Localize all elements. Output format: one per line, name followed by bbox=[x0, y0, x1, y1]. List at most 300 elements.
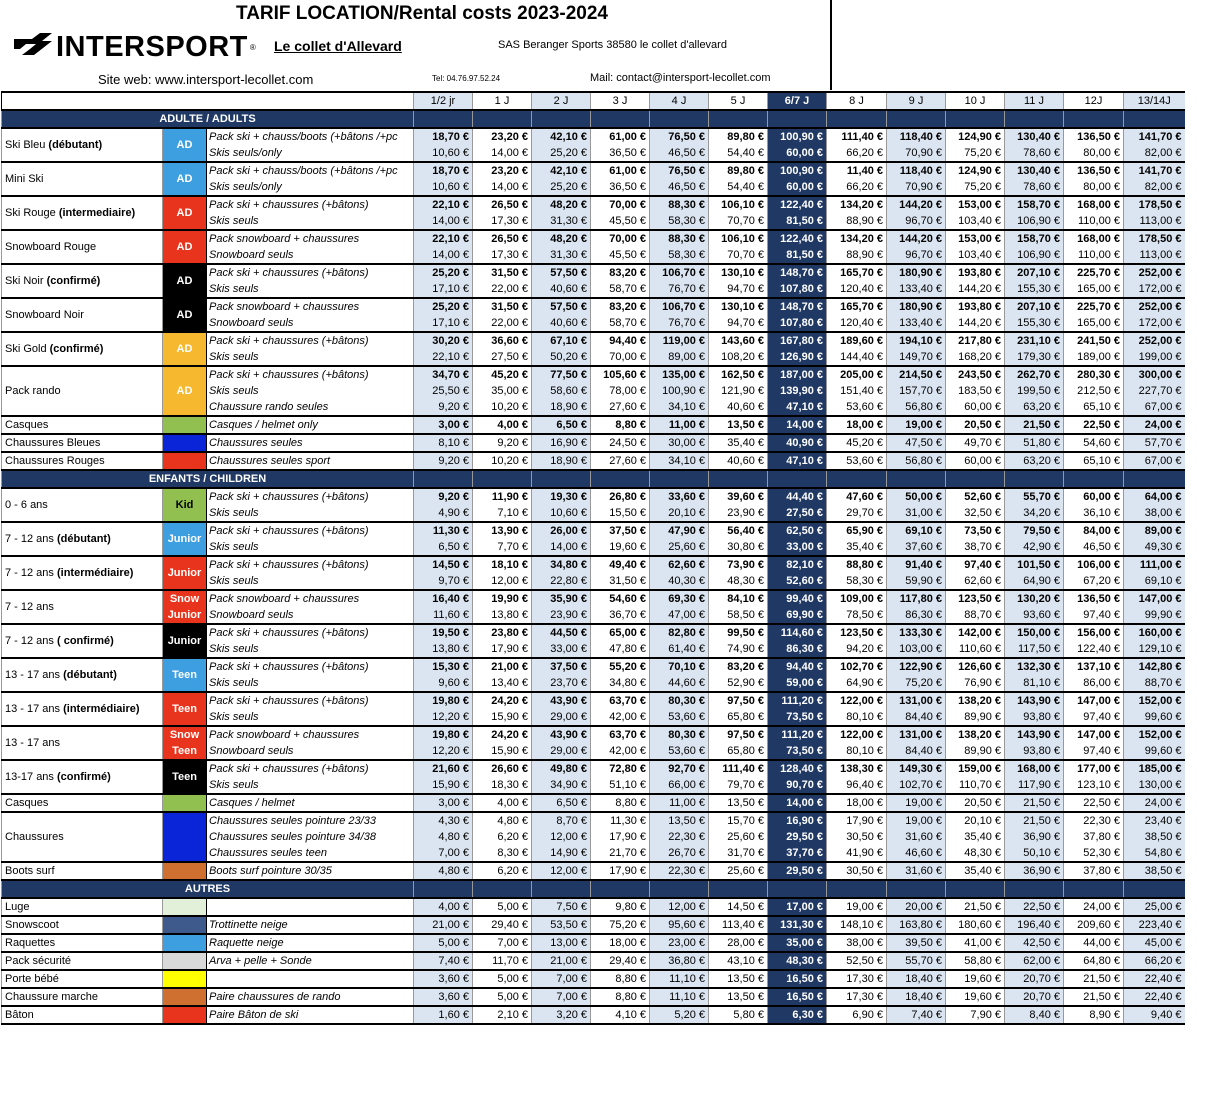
section-row bbox=[2, 110, 1185, 128]
price-cell: 4,90 € bbox=[414, 505, 473, 522]
price-cell: 38,00 € bbox=[827, 934, 887, 952]
price-cell: 36,70 € bbox=[591, 607, 650, 624]
price-cell: 84,40 € bbox=[887, 709, 946, 726]
price-row bbox=[2, 624, 1185, 641]
price-cell: 40,30 € bbox=[650, 573, 709, 590]
item-description: Snowboard seuls bbox=[207, 315, 414, 332]
section-fill bbox=[1064, 470, 1124, 488]
price-cell: 36,90 € bbox=[1005, 829, 1064, 845]
section-title: AUTRES bbox=[2, 880, 414, 898]
price-cell: 55,70 € bbox=[1005, 488, 1064, 505]
price-cell: 52,50 € bbox=[827, 952, 887, 970]
price-cell: 25,60 € bbox=[709, 862, 768, 880]
price-cell: 4,80 € bbox=[414, 829, 473, 845]
price-cell: 83,20 € bbox=[591, 298, 650, 315]
price-cell: 75,20 € bbox=[946, 179, 1005, 196]
price-cell: 14,50 € bbox=[709, 898, 768, 916]
item-name-text: Ski Gold bbox=[5, 343, 50, 355]
page-title: TARIF LOCATION/Rental costs 2023-2024 bbox=[236, 3, 609, 24]
price-row bbox=[2, 196, 1185, 213]
price-cell: 97,40 € bbox=[1064, 743, 1124, 760]
price-cell: 3,60 € bbox=[414, 988, 473, 1006]
price-cell: 19,30 € bbox=[532, 488, 591, 505]
price-cell: 207,10 € bbox=[1005, 298, 1064, 315]
price-cell: 13,50 € bbox=[709, 970, 768, 988]
badge-label: Teen bbox=[172, 669, 197, 681]
price-cell: 225,70 € bbox=[1064, 264, 1124, 281]
price-row bbox=[2, 332, 1185, 349]
price-cell: 155,30 € bbox=[1005, 315, 1064, 332]
price-cell: 78,60 € bbox=[1005, 145, 1064, 162]
price-cell: 103,40 € bbox=[946, 247, 1005, 264]
header-box bbox=[0, 0, 832, 90]
price-cell: 62,60 € bbox=[946, 573, 1005, 590]
price-cell: 6,20 € bbox=[473, 829, 532, 845]
price-cell: 27,60 € bbox=[591, 399, 650, 416]
price-cell: 130,40 € bbox=[1005, 128, 1064, 145]
price-cell: 129,10 € bbox=[1124, 641, 1185, 658]
price-cell: 22,30 € bbox=[650, 829, 709, 845]
price-cell: 144,20 € bbox=[887, 196, 946, 213]
price-cell: 17,90 € bbox=[591, 829, 650, 845]
price-cell: 152,00 € bbox=[1124, 726, 1185, 743]
price-cell: 70,00 € bbox=[591, 349, 650, 366]
category-badge bbox=[163, 812, 207, 862]
price-cell: 67,00 € bbox=[1124, 399, 1185, 416]
price-cell: 162,50 € bbox=[709, 366, 768, 383]
price-cell: 19,60 € bbox=[591, 539, 650, 556]
price-cell: 21,50 € bbox=[1005, 794, 1064, 812]
section-fill bbox=[768, 470, 827, 488]
item-name bbox=[2, 590, 163, 624]
price-cell: 66,20 € bbox=[827, 145, 887, 162]
item-description: Pack ski + chaussures (+bâtons) bbox=[207, 332, 414, 349]
price-cell: 138,20 € bbox=[946, 726, 1005, 743]
badge-label: AD bbox=[176, 343, 193, 355]
category-badge bbox=[163, 934, 207, 952]
price-cell: 19,60 € bbox=[946, 988, 1005, 1006]
price-cell: 149,70 € bbox=[887, 349, 946, 366]
item-description: Pack ski + chauss/boots (+bâtons /+pc bbox=[207, 128, 414, 145]
price-cell: 78,60 € bbox=[1005, 179, 1064, 196]
price-cell: 42,10 € bbox=[532, 162, 591, 179]
price-cell: 10,60 € bbox=[414, 145, 473, 162]
phone: Tel: 04.76.97.52.24 bbox=[432, 74, 501, 83]
price-cell: 3,00 € bbox=[414, 416, 473, 434]
price-cell: 280,30 € bbox=[1064, 366, 1124, 383]
price-cell: 59,00 € bbox=[768, 675, 827, 692]
badge-label: Junior bbox=[167, 567, 202, 579]
price-cell: 52,60 € bbox=[768, 573, 827, 590]
section-fill bbox=[709, 470, 768, 488]
price-cell: 128,40 € bbox=[768, 760, 827, 777]
email[interactable]: Mail: contact@intersport-lecollet.com bbox=[590, 72, 771, 84]
price-cell: 4,10 € bbox=[591, 1006, 650, 1024]
category-badge bbox=[163, 590, 207, 624]
price-row bbox=[2, 760, 1185, 777]
price-cell: 11,90 € bbox=[473, 488, 532, 505]
website[interactable]: Site web: www.intersport-lecollet.com bbox=[98, 72, 314, 87]
price-cell: 33,00 € bbox=[768, 539, 827, 556]
price-cell: 70,00 € bbox=[591, 196, 650, 213]
price-cell: 58,80 € bbox=[946, 952, 1005, 970]
price-cell: 159,00 € bbox=[946, 760, 1005, 777]
item-name bbox=[2, 916, 163, 934]
category-badge bbox=[163, 624, 207, 658]
item-name-text: 7 - 12 ans bbox=[5, 601, 54, 613]
item-name bbox=[2, 264, 163, 298]
price-cell: 24,20 € bbox=[473, 726, 532, 743]
price-cell: 13,50 € bbox=[709, 988, 768, 1006]
badge-label: AD bbox=[176, 275, 193, 287]
price-cell: 10,60 € bbox=[414, 179, 473, 196]
price-cell: 82,00 € bbox=[1124, 179, 1185, 196]
price-cell: 111,20 € bbox=[768, 692, 827, 709]
price-cell: 83,20 € bbox=[709, 658, 768, 675]
price-cell: 8,70 € bbox=[532, 812, 591, 829]
item-name-text: 13 - 17 ans bbox=[5, 669, 64, 681]
price-cell: 84,10 € bbox=[709, 590, 768, 607]
item-description: Pack ski + chaussures (+bâtons) bbox=[207, 658, 414, 675]
badge-label: AD bbox=[176, 139, 193, 151]
price-cell: 49,70 € bbox=[946, 434, 1005, 452]
price-cell: 16,90 € bbox=[532, 434, 591, 452]
price-cell: 76,70 € bbox=[650, 315, 709, 332]
price-cell: 79,70 € bbox=[709, 777, 768, 794]
badge-label: AD bbox=[176, 173, 193, 185]
price-cell: 70,90 € bbox=[887, 145, 946, 162]
price-cell: 4,00 € bbox=[473, 794, 532, 812]
price-cell: 5,00 € bbox=[414, 934, 473, 952]
price-cell: 48,20 € bbox=[532, 196, 591, 213]
price-cell: 9,20 € bbox=[414, 488, 473, 505]
price-cell: 63,70 € bbox=[591, 726, 650, 743]
duration-header: 6/7 J bbox=[768, 92, 827, 110]
section-fill bbox=[827, 110, 887, 128]
section-fill bbox=[709, 880, 768, 898]
item-description: Chaussure rando seules bbox=[207, 399, 414, 416]
price-cell: 45,20 € bbox=[827, 434, 887, 452]
price-cell: 55,70 € bbox=[887, 952, 946, 970]
category-badge bbox=[163, 434, 207, 452]
price-cell: 37,50 € bbox=[532, 658, 591, 675]
price-cell: 144,20 € bbox=[946, 281, 1005, 298]
price-cell: 111,00 € bbox=[1124, 556, 1185, 573]
price-cell: 10,20 € bbox=[473, 399, 532, 416]
price-cell: 58,50 € bbox=[709, 607, 768, 624]
price-cell: 30,80 € bbox=[709, 539, 768, 556]
price-cell: 3,00 € bbox=[414, 794, 473, 812]
item-description: Chaussures seules bbox=[207, 434, 414, 452]
price-cell: 124,90 € bbox=[946, 162, 1005, 179]
price-cell: 16,50 € bbox=[768, 988, 827, 1006]
price-cell: 135,00 € bbox=[650, 366, 709, 383]
price-cell: 168,20 € bbox=[946, 349, 1005, 366]
price-row bbox=[2, 162, 1185, 179]
price-cell: 8,30 € bbox=[473, 845, 532, 862]
price-cell: 41,00 € bbox=[946, 934, 1005, 952]
price-cell: 13,50 € bbox=[709, 794, 768, 812]
price-cell: 96,40 € bbox=[827, 777, 887, 794]
price-cell: 51,10 € bbox=[591, 777, 650, 794]
duration-header-row bbox=[2, 92, 1185, 110]
price-cell: 16,90 € bbox=[768, 812, 827, 829]
item-name bbox=[2, 162, 163, 196]
price-cell: 18,00 € bbox=[591, 934, 650, 952]
price-cell: 7,00 € bbox=[473, 934, 532, 952]
price-cell: 95,60 € bbox=[650, 916, 709, 934]
price-cell: 61,00 € bbox=[591, 162, 650, 179]
price-cell: 189,00 € bbox=[1064, 349, 1124, 366]
price-cell: 134,20 € bbox=[827, 196, 887, 213]
item-description: Pack ski + chaussures (+bâtons) bbox=[207, 264, 414, 281]
price-cell: 44,40 € bbox=[768, 488, 827, 505]
price-cell: 137,10 € bbox=[1064, 658, 1124, 675]
item-description: Skis seuls bbox=[207, 641, 414, 658]
item-name bbox=[2, 366, 163, 416]
price-cell: 13,40 € bbox=[473, 675, 532, 692]
item-name bbox=[2, 794, 163, 812]
item-name bbox=[2, 952, 163, 970]
category-badge bbox=[163, 898, 207, 916]
price-cell: 11,30 € bbox=[414, 522, 473, 539]
price-cell: 22,40 € bbox=[1124, 988, 1185, 1006]
duration-header: 3 J bbox=[591, 92, 650, 110]
price-cell: 12,00 € bbox=[473, 573, 532, 590]
price-cell: 84,40 € bbox=[887, 743, 946, 760]
item-description: Skis seuls bbox=[207, 709, 414, 726]
section-fill bbox=[414, 470, 473, 488]
price-cell: 109,00 € bbox=[827, 590, 887, 607]
price-cell: 89,90 € bbox=[946, 743, 1005, 760]
price-cell: 8,80 € bbox=[591, 970, 650, 988]
price-cell: 21,00 € bbox=[414, 916, 473, 934]
price-cell: 37,50 € bbox=[591, 522, 650, 539]
price-cell: 150,00 € bbox=[1005, 624, 1064, 641]
price-cell: 15,90 € bbox=[473, 709, 532, 726]
price-cell: 14,00 € bbox=[532, 539, 591, 556]
section-fill bbox=[827, 470, 887, 488]
price-cell: 111,40 € bbox=[827, 128, 887, 145]
price-cell: 20,10 € bbox=[946, 812, 1005, 829]
price-cell: 103,00 € bbox=[887, 641, 946, 658]
price-cell: 141,70 € bbox=[1124, 162, 1185, 179]
price-cell: 300,00 € bbox=[1124, 366, 1185, 383]
price-cell: 29,50 € bbox=[768, 829, 827, 845]
price-cell: 22,50 € bbox=[1005, 898, 1064, 916]
item-name bbox=[2, 760, 163, 794]
price-cell: 73,50 € bbox=[768, 743, 827, 760]
price-cell: 80,10 € bbox=[827, 709, 887, 726]
price-cell: 17,00 € bbox=[768, 898, 827, 916]
price-cell: 168,00 € bbox=[1064, 196, 1124, 213]
price-row bbox=[2, 692, 1185, 709]
price-cell: 22,10 € bbox=[414, 349, 473, 366]
price-cell: 17,90 € bbox=[591, 862, 650, 880]
price-cell: 12,00 € bbox=[532, 862, 591, 880]
badge-label: AD bbox=[176, 309, 193, 321]
price-cell: 7,50 € bbox=[532, 898, 591, 916]
price-cell: 31,50 € bbox=[473, 264, 532, 281]
item-description: Skis seuls bbox=[207, 505, 414, 522]
item-level: (intermediaire) bbox=[58, 207, 136, 219]
price-cell: 143,90 € bbox=[1005, 726, 1064, 743]
price-cell: 12,20 € bbox=[414, 743, 473, 760]
price-cell: 20,00 € bbox=[887, 898, 946, 916]
price-cell: 8,80 € bbox=[591, 416, 650, 434]
category-badge bbox=[163, 988, 207, 1006]
price-cell: 50,20 € bbox=[532, 349, 591, 366]
price-cell: 105,60 € bbox=[591, 366, 650, 383]
price-cell: 153,00 € bbox=[946, 230, 1005, 247]
price-cell: 4,00 € bbox=[473, 416, 532, 434]
price-cell: 61,40 € bbox=[650, 641, 709, 658]
price-cell: 22,40 € bbox=[1124, 970, 1185, 988]
price-cell: 19,00 € bbox=[887, 812, 946, 829]
price-cell: 193,80 € bbox=[946, 298, 1005, 315]
price-cell: 93,80 € bbox=[1005, 709, 1064, 726]
item-name-text: 7 - 12 ans bbox=[5, 567, 57, 579]
price-cell: 36,50 € bbox=[591, 145, 650, 162]
price-cell: 49,40 € bbox=[591, 556, 650, 573]
price-cell: 24,20 € bbox=[473, 692, 532, 709]
price-cell: 89,80 € bbox=[709, 162, 768, 179]
price-cell: 8,80 € bbox=[591, 988, 650, 1006]
item-description: Pack ski + chaussures (+bâtons) bbox=[207, 488, 414, 505]
item-level: (intermédiaire) bbox=[56, 567, 134, 579]
price-cell: 13,90 € bbox=[473, 522, 532, 539]
price-cell: 25,00 € bbox=[1124, 898, 1185, 916]
price-cell: 14,50 € bbox=[414, 556, 473, 573]
price-cell: 47,80 € bbox=[591, 641, 650, 658]
item-name-text: Chaussure marche bbox=[5, 991, 98, 1003]
price-cell: 96,70 € bbox=[887, 213, 946, 230]
price-cell: 100,90 € bbox=[768, 162, 827, 179]
price-cell: 27,50 € bbox=[473, 349, 532, 366]
price-cell: 144,40 € bbox=[827, 349, 887, 366]
price-cell: 24,00 € bbox=[1064, 898, 1124, 916]
price-cell: 79,50 € bbox=[1005, 522, 1064, 539]
price-cell: 46,50 € bbox=[650, 179, 709, 196]
price-cell: 18,40 € bbox=[887, 988, 946, 1006]
price-cell: 118,40 € bbox=[887, 128, 946, 145]
price-cell: 133,30 € bbox=[887, 624, 946, 641]
price-cell: 180,90 € bbox=[887, 298, 946, 315]
price-cell: 102,70 € bbox=[887, 777, 946, 794]
price-cell: 18,90 € bbox=[532, 452, 591, 470]
price-cell: 70,10 € bbox=[650, 658, 709, 675]
price-cell: 148,70 € bbox=[768, 264, 827, 281]
price-cell: 63,70 € bbox=[591, 692, 650, 709]
price-cell: 142,80 € bbox=[1124, 658, 1185, 675]
price-cell: 23,90 € bbox=[709, 505, 768, 522]
price-cell: 62,00 € bbox=[1005, 952, 1064, 970]
price-cell: 121,90 € bbox=[709, 383, 768, 399]
price-cell: 147,00 € bbox=[1124, 590, 1185, 607]
price-cell: 15,30 € bbox=[414, 658, 473, 675]
price-cell: 29,40 € bbox=[591, 952, 650, 970]
price-cell: 120,40 € bbox=[827, 281, 887, 298]
price-cell: 147,00 € bbox=[1064, 726, 1124, 743]
price-cell: 60,00 € bbox=[1064, 488, 1124, 505]
price-cell: 94,70 € bbox=[709, 281, 768, 298]
price-cell: 19,50 € bbox=[414, 624, 473, 641]
price-row bbox=[2, 794, 1185, 812]
price-cell: 117,50 € bbox=[1005, 641, 1064, 658]
price-cell: 37,70 € bbox=[768, 845, 827, 862]
badge-label: AD bbox=[176, 241, 193, 253]
price-row bbox=[2, 488, 1185, 505]
item-description: Snowboard seuls bbox=[207, 247, 414, 264]
price-cell: 103,40 € bbox=[946, 213, 1005, 230]
price-cell: 30,00 € bbox=[650, 434, 709, 452]
item-name bbox=[2, 196, 163, 230]
price-cell: 18,00 € bbox=[827, 416, 887, 434]
price-cell: 22,10 € bbox=[414, 196, 473, 213]
price-cell: 133,40 € bbox=[887, 281, 946, 298]
item-name bbox=[2, 970, 163, 988]
item-name bbox=[2, 298, 163, 332]
section-row bbox=[2, 880, 1185, 898]
price-cell: 88,70 € bbox=[1124, 675, 1185, 692]
price-cell: 3,60 € bbox=[414, 970, 473, 988]
item-name-text: Ski Bleu bbox=[5, 139, 49, 151]
section-fill bbox=[591, 110, 650, 128]
category-badge bbox=[163, 522, 207, 556]
item-name-text: Snowscoot bbox=[5, 919, 59, 931]
price-cell: 43,90 € bbox=[532, 726, 591, 743]
price-cell: 35,00 € bbox=[473, 383, 532, 399]
price-cell: 9,20 € bbox=[414, 452, 473, 470]
price-cell: 93,80 € bbox=[1005, 743, 1064, 760]
price-cell: 76,50 € bbox=[650, 128, 709, 145]
price-cell: 35,40 € bbox=[709, 434, 768, 452]
section-fill bbox=[1005, 110, 1064, 128]
item-description: Pack ski + chaussures (+bâtons) bbox=[207, 556, 414, 573]
item-name-text: Luge bbox=[5, 901, 30, 913]
price-cell: 25,50 € bbox=[414, 383, 473, 399]
section-fill bbox=[768, 110, 827, 128]
category-badge bbox=[163, 952, 207, 970]
price-cell: 130,10 € bbox=[709, 264, 768, 281]
section-fill bbox=[532, 110, 591, 128]
price-cell: 122,40 € bbox=[768, 230, 827, 247]
price-cell: 21,70 € bbox=[591, 845, 650, 862]
price-cell: 96,70 € bbox=[887, 247, 946, 264]
item-name-text: 13 - 17 ans bbox=[5, 737, 61, 749]
price-cell: 138,30 € bbox=[827, 760, 887, 777]
price-cell: 43,10 € bbox=[709, 952, 768, 970]
price-cell: 209,60 € bbox=[1064, 916, 1124, 934]
price-cell: 36,50 € bbox=[591, 179, 650, 196]
price-cell: 131,00 € bbox=[887, 692, 946, 709]
item-name bbox=[2, 812, 163, 862]
price-cell: 7,40 € bbox=[887, 1006, 946, 1024]
item-level: (débutant) bbox=[48, 139, 103, 151]
price-cell: 37,60 € bbox=[887, 539, 946, 556]
price-cell: 69,90 € bbox=[768, 607, 827, 624]
price-cell: 89,90 € bbox=[946, 709, 1005, 726]
badge-label: Teen bbox=[172, 771, 197, 783]
price-cell: 80,00 € bbox=[1064, 179, 1124, 196]
price-cell: 99,90 € bbox=[1124, 607, 1185, 624]
item-description: Chaussures seules sport bbox=[207, 452, 414, 470]
section-fill bbox=[887, 880, 946, 898]
price-cell: 47,10 € bbox=[768, 452, 827, 470]
item-description: Chaussures seules pointure 23/33 bbox=[207, 812, 414, 829]
item-name-text: 13-17 ans bbox=[5, 771, 57, 783]
price-cell: 34,80 € bbox=[591, 675, 650, 692]
